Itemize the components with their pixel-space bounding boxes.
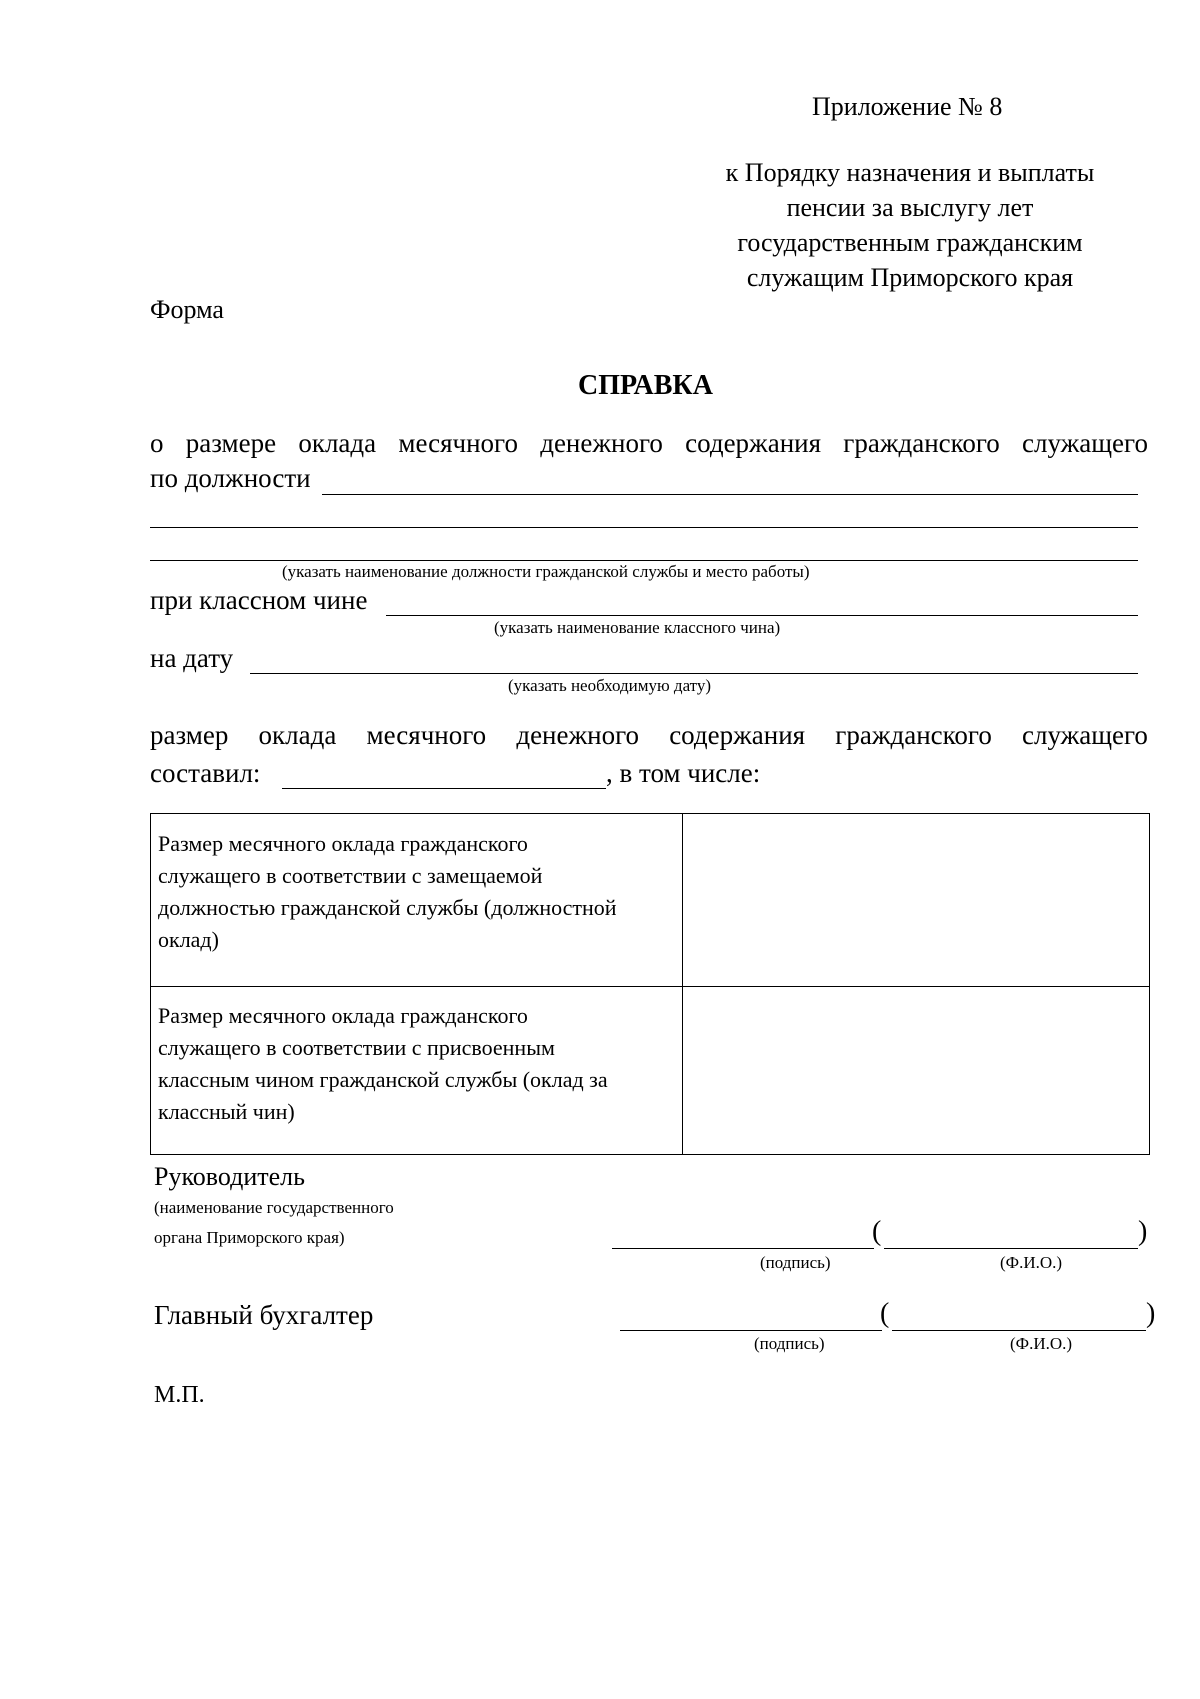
including-text: , в том числе: <box>606 758 761 788</box>
form-label: Форма <box>150 295 224 324</box>
position-label: по должности <box>150 463 311 493</box>
accountant-title: Главный бухгалтер <box>154 1300 374 1330</box>
table-row <box>151 814 1149 987</box>
appendix-reference-line: пенсии за выслугу лет <box>786 193 1034 222</box>
table-row-label-line: служащего в соответствии с замещаемой <box>158 863 543 888</box>
position-hint: (указать наименование должности гражданской службы и место работы) <box>282 562 810 581</box>
table-row-label-line: классным чином гражданской службы (оклад за <box>158 1067 608 1092</box>
intro-word: месячного <box>398 428 518 458</box>
head-org-hint-line: органа Приморского края) <box>154 1228 345 1247</box>
intro-word: служащего <box>1022 428 1148 458</box>
summary-line <box>150 720 1148 751</box>
salary-table <box>150 813 1150 1155</box>
rank-hint: (указать наименование классного чина) <box>494 618 781 637</box>
table-row-label-line: оклад) <box>158 927 219 952</box>
head-open-paren: ( <box>872 1216 882 1247</box>
summary-word: месячного <box>366 720 487 750</box>
total-label: составил: <box>150 758 261 788</box>
position-field-line-2[interactable] <box>150 527 1138 528</box>
intro-word: оклада <box>298 428 377 458</box>
rank-label: при классном чине <box>150 585 368 615</box>
head-close-paren: ) <box>1138 1216 1148 1247</box>
intro-word: денежного <box>540 428 663 458</box>
head-name-line[interactable] <box>884 1248 1138 1249</box>
summary-word: оклада <box>258 720 337 750</box>
official-salary-value-cell[interactable] <box>683 814 1149 986</box>
accountant-close-paren: ) <box>1146 1298 1156 1329</box>
summary-word: гражданского <box>835 720 992 750</box>
total-field-line[interactable] <box>282 788 606 789</box>
head-title: Руководитель <box>154 1162 305 1191</box>
summary-word: содержания <box>669 720 806 750</box>
table-row-label-line: Размер месячного оклада гражданского <box>158 1003 528 1028</box>
intro-word: о <box>150 428 164 458</box>
summary-word: размер <box>150 720 229 750</box>
accountant-name-caption: (Ф.И.О.) <box>1010 1334 1073 1353</box>
table-row-label-line: должностью гражданской службы (должностной <box>158 895 617 920</box>
date-field-line[interactable] <box>250 673 1138 674</box>
table-row-label-line: Размер месячного оклада гражданского <box>158 831 528 856</box>
accountant-name-line[interactable] <box>892 1330 1146 1331</box>
intro-word: гражданского <box>843 428 1000 458</box>
table-row <box>151 986 1149 1154</box>
table-row-label <box>151 814 683 986</box>
appendix-reference-line: служащим Приморского края <box>746 263 1074 292</box>
table-row-label-line: служащего в соответствии с присвоенным <box>158 1035 555 1060</box>
head-signature-caption: (подпись) <box>760 1253 831 1272</box>
head-org-hint-line: (наименование государственного <box>154 1198 394 1217</box>
table-row-label <box>151 986 683 1154</box>
position-field-line-3[interactable] <box>150 560 1138 561</box>
appendix-reference <box>690 155 1130 295</box>
table-row-label-line: классный чин) <box>158 1099 295 1124</box>
date-hint: (указать необходимую дату) <box>508 676 712 695</box>
intro-word: размере <box>185 428 277 458</box>
date-label: на дату <box>150 643 234 673</box>
accountant-open-paren: ( <box>880 1298 890 1329</box>
appendix-reference-line: к Порядку назначения и выплаты <box>725 158 1095 187</box>
document-title: СПРАВКА <box>578 370 713 401</box>
intro-line <box>150 428 1148 459</box>
appendix-reference-line: государственным гражданским <box>737 228 1083 257</box>
summary-word: служащего <box>1022 720 1148 750</box>
appendix-title: Приложение № 8 <box>812 92 1003 121</box>
position-field-line-1[interactable] <box>322 494 1138 495</box>
stamp-label: М.П. <box>154 1382 205 1408</box>
head-signature-line[interactable] <box>612 1248 874 1249</box>
head-name-caption: (Ф.И.О.) <box>1000 1253 1063 1272</box>
accountant-signature-caption: (подпись) <box>754 1334 825 1353</box>
accountant-signature-line[interactable] <box>620 1330 882 1331</box>
intro-word: содержания <box>685 428 822 458</box>
summary-word: денежного <box>516 720 639 750</box>
rank-field-line[interactable] <box>386 615 1138 616</box>
rank-salary-value-cell[interactable] <box>683 986 1149 1154</box>
